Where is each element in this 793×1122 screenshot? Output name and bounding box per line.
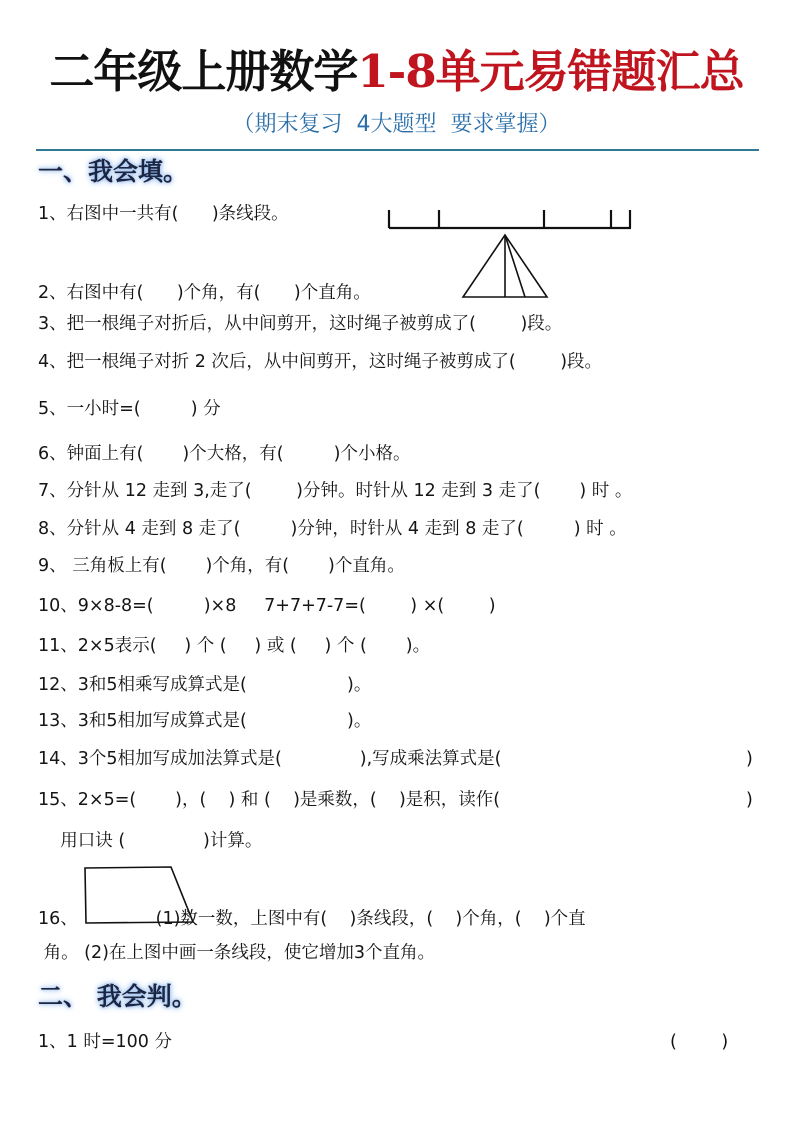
judge-question-1: 1、1 时=100 分 bbox=[38, 1032, 172, 1052]
question-1: 1、右图中一共有( )条线段。 bbox=[38, 204, 289, 224]
question-14: 14、3个5相加写成加法算式是( ),写成乘法算式是( bbox=[38, 749, 502, 769]
judge-answer-box-1: ( ) bbox=[670, 1032, 729, 1052]
question-6: 6、钟面上有( )个大格，有( )个小格。 bbox=[38, 444, 411, 464]
question-10: 10、9×8-8=( )×8 7+7+7-7=( ) ×( ) bbox=[38, 596, 496, 616]
section-heading-judge: 二、 我会判。 bbox=[38, 982, 197, 1011]
question-11: 11、2×5表示( ) 个 ( ) 或 ( ) 个 ( )。 bbox=[38, 636, 431, 656]
question-16-continuation: 角。 (2)在上图中画一条线段，使它增加3个直角。 bbox=[38, 943, 436, 963]
title-black-part: 二年级上册数学 bbox=[49, 45, 358, 98]
question-5: 5、一小时=( ) 分 bbox=[38, 399, 221, 419]
question-4: 4、把一根绳子对折 2 次后，从中间剪开，这时绳子被剪成了( )段。 bbox=[38, 352, 603, 372]
question-14-close-paren: ) bbox=[746, 749, 753, 769]
section-heading-fill: 一、我会填。 bbox=[38, 157, 189, 186]
question-2: 2、右图中有( )个角，有( )个直角。 bbox=[38, 283, 371, 303]
question-7: 7、分针从 12 走到 3,走了( )分钟。时针从 12 走到 3 走了( ) 时 。 bbox=[38, 481, 633, 501]
question-3: 3、把一根绳子对折后，从中间剪开，这时绳子被剪成了( )段。 bbox=[38, 314, 563, 334]
question-12: 12、3和5相乘写成算式是( )。 bbox=[38, 675, 372, 695]
question-15-close-paren: ) bbox=[746, 790, 753, 810]
page-subtitle: （期末复习 4大题型 要求掌握） bbox=[232, 112, 561, 137]
question-16: 16、 (1)数一数，上图中有( )条线段，( )个角，( )个直 bbox=[38, 909, 586, 929]
question-13: 13、3和5相加写成算式是( )。 bbox=[38, 711, 372, 731]
question-9: 9、 三角板上有( )个角，有( )个直角。 bbox=[38, 556, 405, 576]
question-8: 8、分针从 4 走到 8 走了( )分钟，时针从 4 走到 8 走了( ) 时 。 bbox=[38, 519, 627, 539]
question-15-continuation: 用口诀 ( )计算。 bbox=[38, 831, 263, 851]
title-red-part: 1-8单元易错题汇总 bbox=[357, 45, 744, 98]
question-15: 15、2×5=( )，( ) 和 ( )是乘数，( )是积，读作( bbox=[38, 790, 501, 810]
